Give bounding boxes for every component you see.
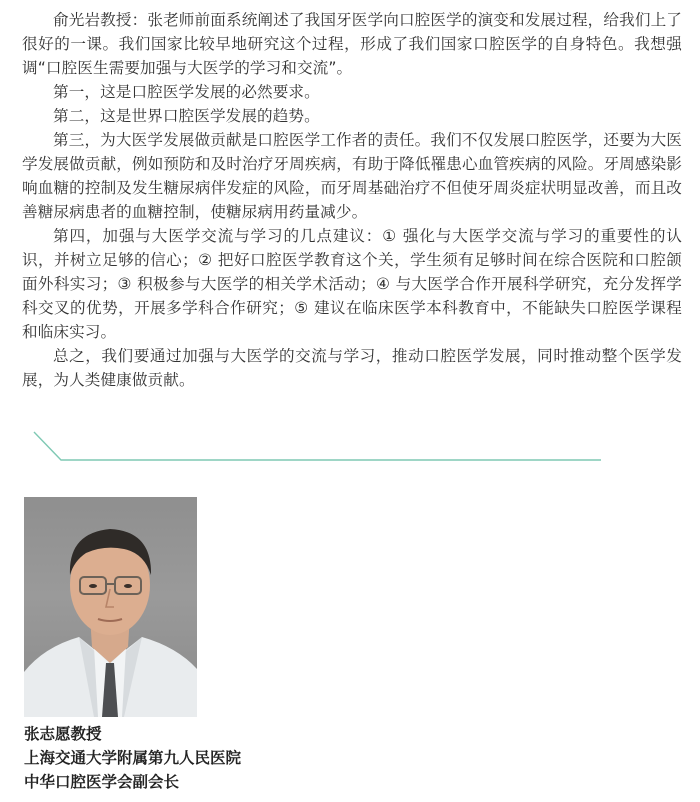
section-divider (33, 427, 603, 467)
portrait-photo (24, 497, 197, 717)
paragraph-third-point: 第三，为大医学发展做贡献是口腔医学工作者的责任。我们不仅发展口腔医学，还要为大医学发展做贡献，例如预防和及时治疗牙周疾病，有助于降低罹患心血管疾病的风险。牙周感染影响血糖的控制及发生糖尿病伴发症的风险，而牙周基础治疗不但使牙周炎症状明显改善，而且改善糖尿病患者的血糖控制，使糖尿病用药量减少。 (22, 131, 682, 221)
portrait-caption (24, 722, 424, 794)
article-body (22, 8, 682, 392)
portrait-icon (24, 497, 197, 717)
person-name: 张志愿教授 (24, 724, 102, 743)
paragraph-fourth-point: 第四，加强与大医学交流与学习的几点建议：① 强化与大医学交流与学习的重要性的认识，并树立足够的信心；② 把好口腔医学教育这个关，学生须有足够时间在综合医院和口腔颌面外科实习；③ 积极参与大医学的相关学术活动；④ 与大医学合作开展科学研究，充分发挥学科交叉的优势，开展多学科合作研究；⑤ 建议在临床医学本科教育中，不能缺失口腔医学课程和临床实习。 (22, 227, 682, 341)
paragraph-first-point: 第一，这是口腔医学发展的必然要求。 (53, 83, 320, 101)
person-affiliation: 上海交通大学附属第九人民医院 (24, 748, 242, 767)
paragraph-second-point: 第二，这是世界口腔医学发展的趋势。 (53, 107, 320, 125)
paragraph-conclusion: 总之，我们要通过加强与大医学的交流与学习，推动口腔医学发展，同时推动整个医学发展，为人类健康做贡献。 (22, 347, 682, 389)
paragraph-intro: 俞光岩教授：张老师前面系统阐述了我国牙医学向口腔医学的演变和发展过程，给我们上了很好的一课。我们国家比较早地研究这个过程，形成了我们国家口腔医学的自身特色。我想强调“口腔医生需要加强与大医学的学习和交流”。 (22, 11, 682, 77)
person-title: 中华口腔医学会副会长 (24, 772, 180, 791)
